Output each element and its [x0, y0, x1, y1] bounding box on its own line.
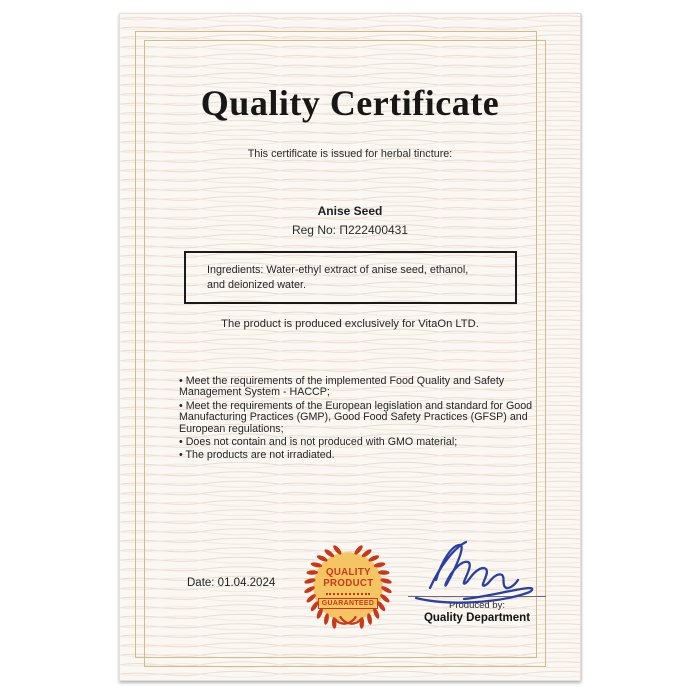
requirements-list [179, 376, 535, 464]
issue-date: Date: 01.04.2024 [187, 577, 276, 589]
registration-number: Reg No: П222400431 [291, 223, 409, 237]
signature-line [408, 596, 546, 597]
ingredients-text: Ingredients: Water-ethyl extract of anise seed, ethanol, and deionized water. [207, 264, 469, 291]
badge-word-quality: QUALITY [325, 565, 371, 578]
requirement-item: • Meet the requirements of the implemented Food Quality and Safety Management System - HACCP; [179, 375, 505, 399]
requirement-item: • Meet the requirements of the European legislation and standard for Good Manufacturing Practices (GMP), Good Food Safety Practices (GFSP) and European regulations; [179, 399, 533, 435]
certificate-page [119, 13, 581, 681]
requirement-item: • Does not contain and is not produced with GMO material; [179, 436, 458, 449]
badge-dotted-divider [326, 593, 370, 595]
page-title: Quality Certificate [200, 83, 500, 123]
quality-product-badge-icon [301, 540, 395, 634]
certificate-subtitle: This certificate is issued for herbal tincture: [247, 148, 453, 160]
produced-by-label: Produced by: [449, 600, 505, 611]
requirement-item: • The products are not irradiated. [179, 449, 335, 462]
badge-word-product: PRODUCT [322, 577, 374, 590]
quality-department-label: Quality Department [423, 612, 531, 624]
exclusivity-statement: The product is produced exclusively for VitaOn LTD. [221, 318, 479, 330]
certificate-content [120, 14, 580, 680]
ingredients-box [184, 251, 517, 304]
badge-text [301, 540, 395, 634]
badge-guaranteed-label: GUARANTEED [318, 598, 379, 610]
product-name: Anise Seed [317, 204, 383, 218]
signature-block [408, 534, 548, 644]
